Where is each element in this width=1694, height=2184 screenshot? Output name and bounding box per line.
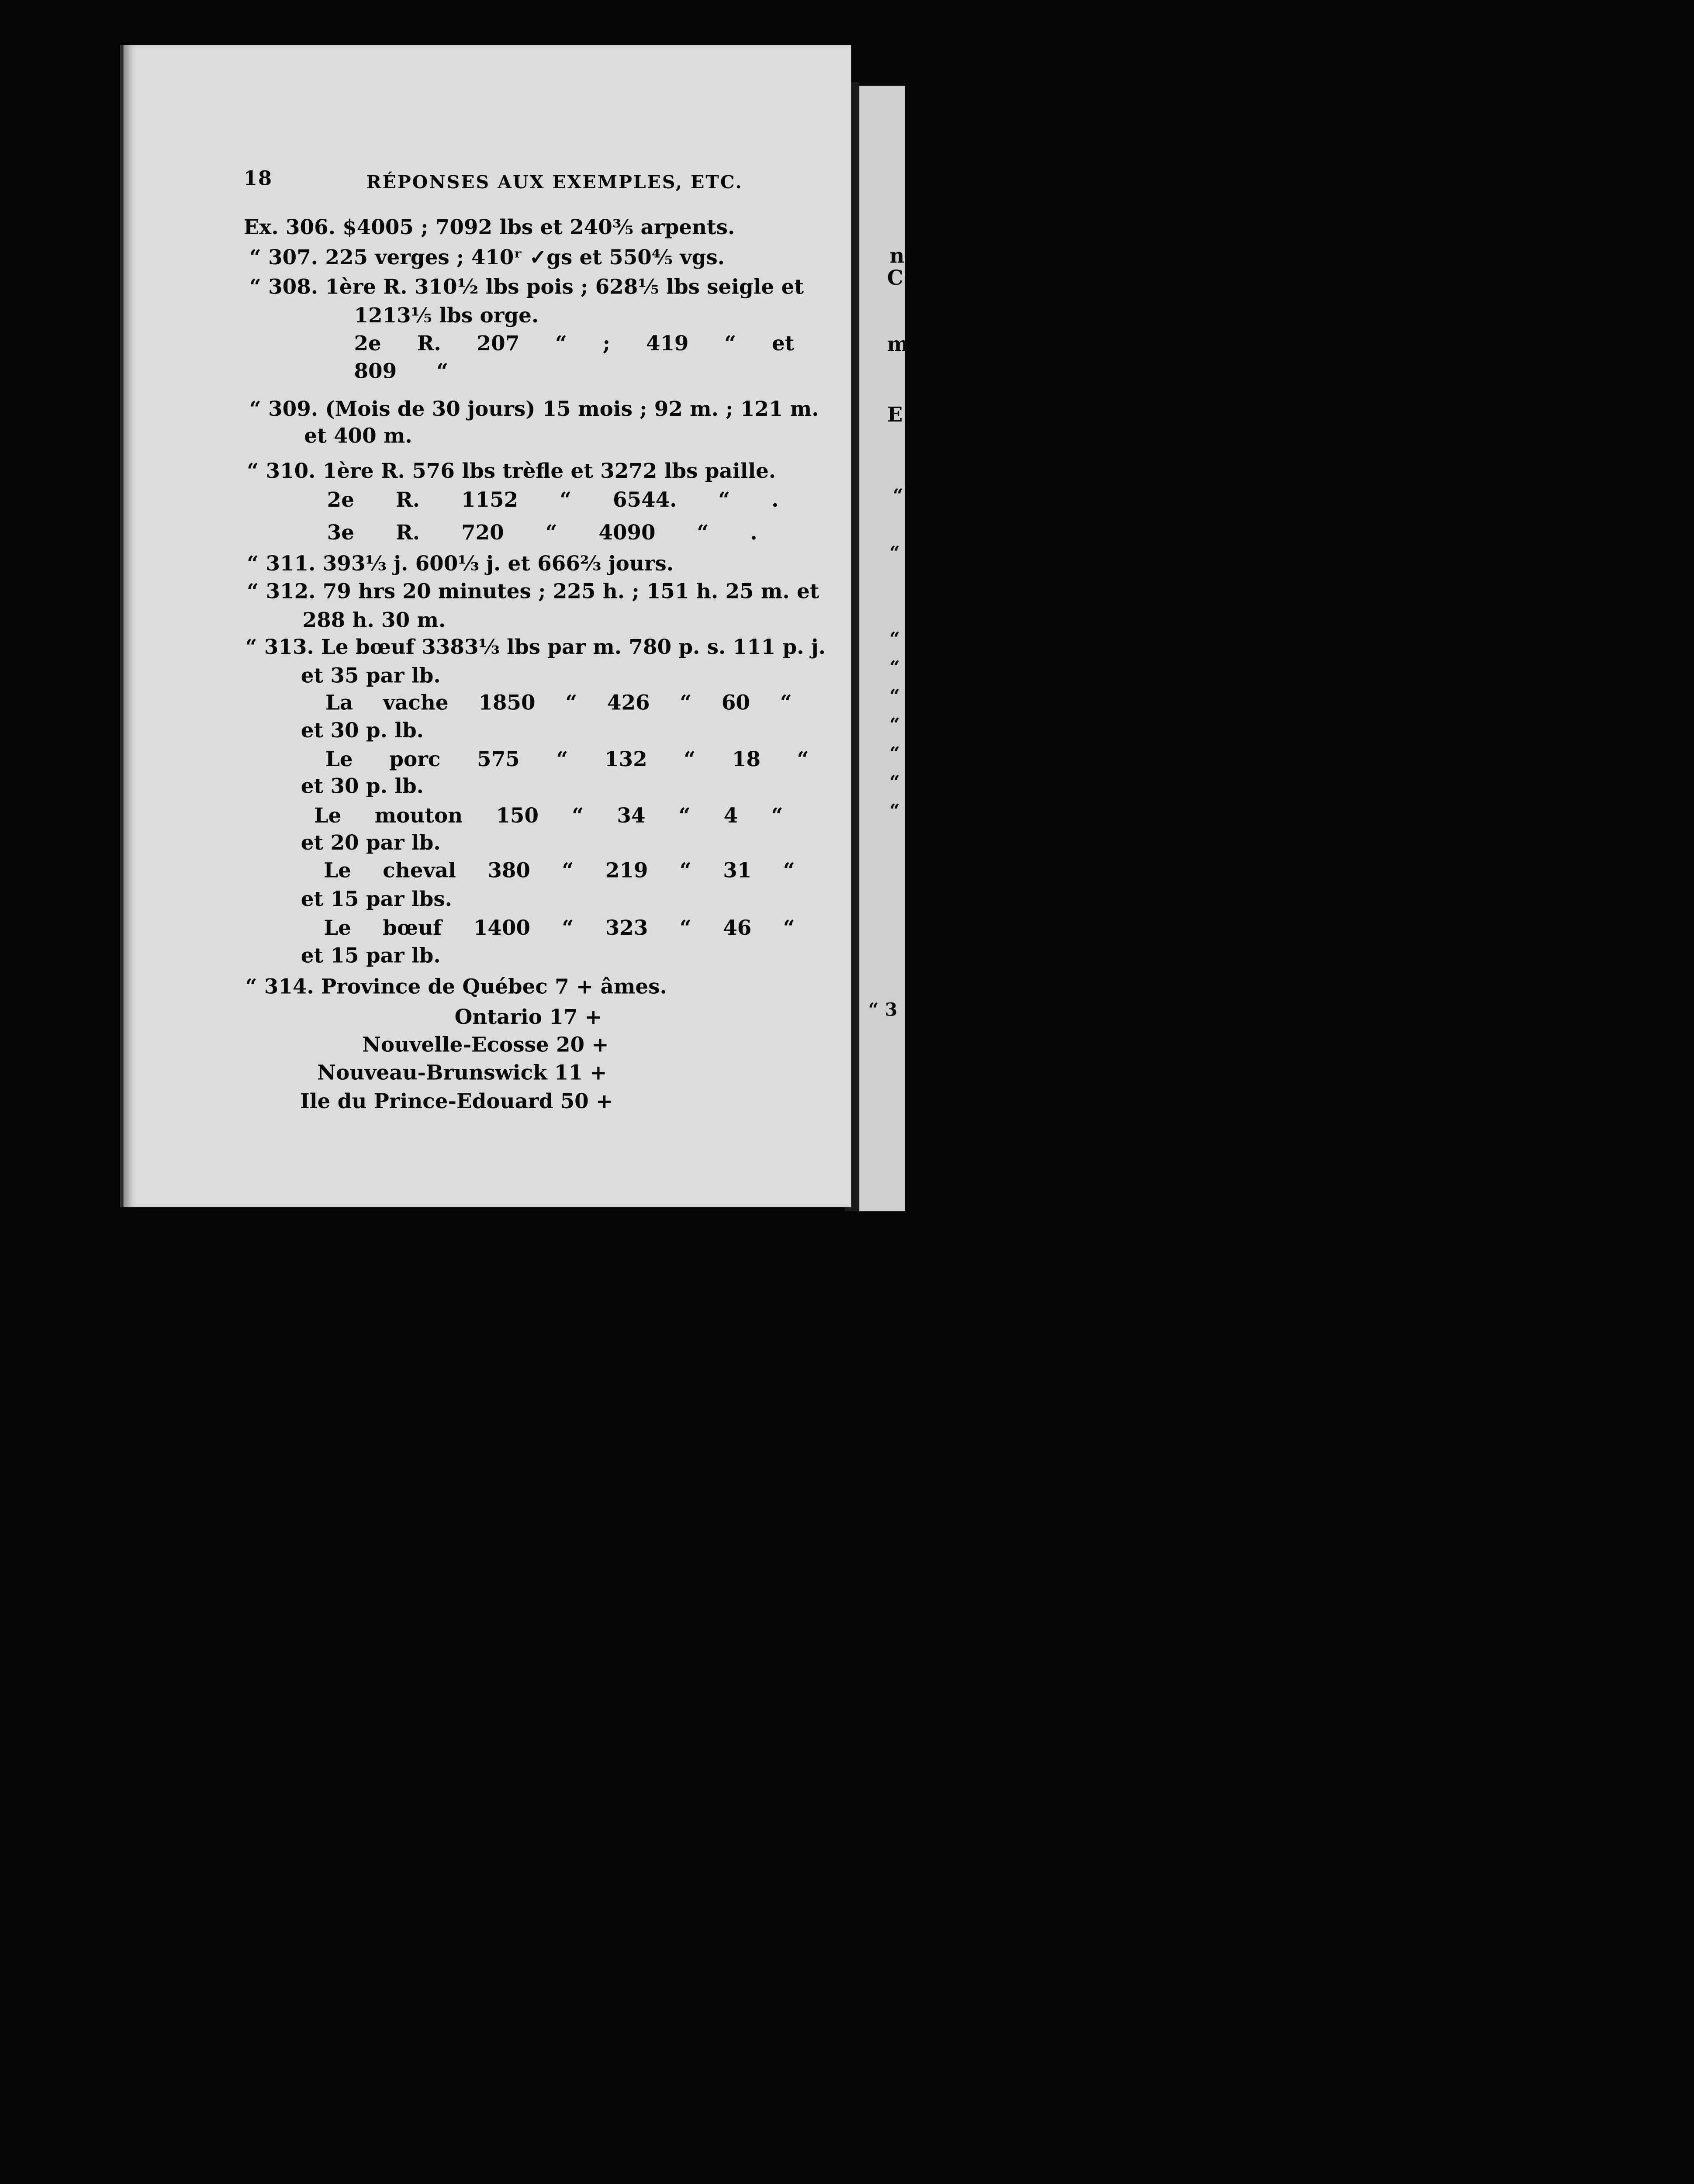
text-line: Nouvelle-Ecosse 20 + (362, 1033, 609, 1057)
facing-fragment: “ (892, 485, 903, 507)
facing-fragment: “ (889, 686, 900, 707)
text-line: “ 311. 393⅓ j. 600⅓ j. et 666⅔ jours. (247, 551, 674, 576)
text-line: et 30 p. lb. (301, 719, 424, 743)
text-line: Ontario 17 + (454, 1005, 602, 1029)
facing-fragment: “ 3 (868, 999, 898, 1021)
text-line: “ 309. (Mois de 30 jours) 15 mois ; 92 m. ; 121 m. (249, 397, 819, 421)
facing-fragment: “ (889, 800, 900, 822)
text-line: et 400 m. (304, 424, 412, 448)
text-line: 809 “ (354, 359, 449, 383)
text-line: “ 310. 1ère R. 576 lbs trèfle et 3272 lbs paille. (247, 459, 776, 483)
text-line: Nouveau-Brunswick 11 + (317, 1061, 607, 1085)
text-line: “ 307. 225 verges ; 410ʳ ✓gs et 550⅘ vgs. (249, 245, 725, 270)
text-line: 2e R. 1152 “ 6544. “ . (327, 487, 779, 512)
facing-fragment: “ (889, 714, 900, 736)
text-line: “ 312. 79 hrs 20 minutes ; 225 h. ; 151 h. 25 m. et (247, 579, 819, 603)
text-line: 1213⅕ lbs orge. (354, 304, 539, 328)
text-line: “ 308. 1ère R. 310½ lbs pois ; 628⅕ lbs seigle et (249, 275, 804, 299)
text-line: La vache 1850 “ 426 “ 60 “ (325, 691, 792, 715)
running-title: RÉPONSES AUX EXEMPLES, ETC. (366, 172, 743, 194)
facing-fragment: C (887, 266, 904, 290)
text-line: et 15 par lb. (301, 943, 441, 968)
facing-fragment: n (889, 244, 905, 268)
text-line: et 15 par lbs. (301, 887, 452, 911)
facing-fragment: E (887, 402, 903, 427)
text-line: “ 314. Province de Québec 7 + âmes. (245, 975, 667, 999)
text-line: et 35 par lb. (301, 663, 441, 688)
facing-fragment: “ (889, 771, 900, 793)
facing-fragment: “ (889, 657, 900, 679)
text-line: Ile du Prince-Edouard 50 + (300, 1089, 613, 1113)
text-line: 3e R. 720 “ 4090 “ . (327, 520, 757, 545)
text-line: et 20 par lb. (301, 830, 441, 855)
text-line: 288 h. 30 m. (302, 608, 446, 632)
text-line: et 30 p. lb. (301, 774, 424, 798)
facing-fragment: “ (889, 543, 900, 564)
text-line: 2e R. 207 “ ; 419 “ et (354, 331, 795, 356)
text-line: Ex. 306. $4005 ; 7092 lbs et 240⅗ arpents. (243, 215, 735, 239)
text-line: “ 313. Le bœuf 3383⅓ lbs par m. 780 p. s. 111 p. j. (245, 635, 826, 659)
page-number: 18 (243, 166, 273, 190)
text-line: Le mouton 150 “ 34 “ 4 “ (314, 803, 783, 828)
facing-page (858, 86, 909, 1211)
facing-fragment: “ (889, 743, 900, 765)
text-line: Le bœuf 1400 “ 323 “ 46 “ (324, 916, 795, 940)
text-line: Le cheval 380 “ 219 “ 31 “ (324, 858, 795, 882)
facing-fragment: “ (889, 629, 900, 650)
facing-fragment: m (887, 332, 909, 356)
text-line: Le porc 575 “ 132 “ 18 “ (325, 747, 809, 771)
